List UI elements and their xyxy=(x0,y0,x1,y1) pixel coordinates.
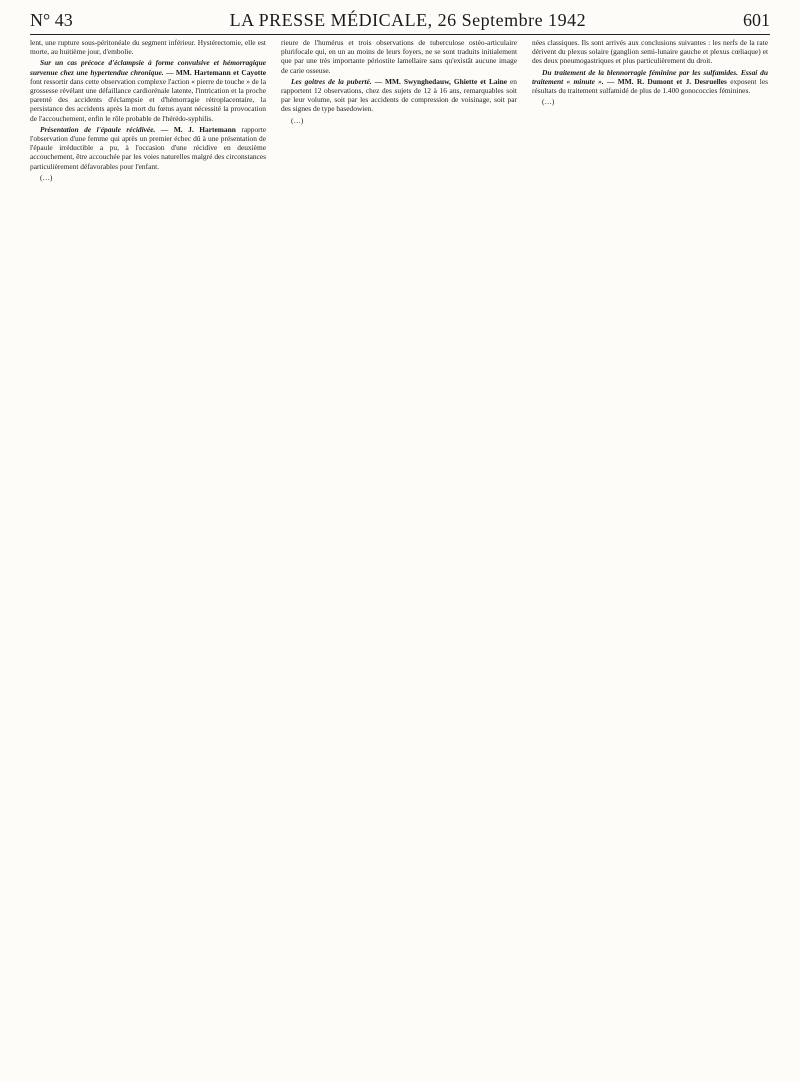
paragraph-title: Du traitement de la blennorragie féminine par les sulfamides. Essai du traitement « minute ». xyxy=(532,67,768,86)
paragraph xyxy=(281,77,517,114)
paragraph: lent, une rupture sous-péritonéale du segment inférieur. Hystérectomie, elle est morte, au huitième jour, d'embolie. xyxy=(30,38,266,57)
paragraph-title: Les goitres de la puberté. xyxy=(291,76,372,86)
paragraph: rieure de l'humérus et trois observations de tuberculose ostéo-articulaire plurifocale qui, en un au moins de leurs foyers, ne se sont traduits initialement que par une très importante périostite lamellaire sans qu'existât aucune image de carie osseuse. xyxy=(281,38,517,75)
paragraph-body: exposent les résultats du traitement sulfamidé de plus de 1.400 gonococcies féminines. xyxy=(532,76,768,96)
author-names: — M. J. Hartemann xyxy=(160,124,236,134)
author-names: — MM. Swynghedauw, Ghiette et Laine xyxy=(374,76,508,86)
paragraph-title: Présentation de l'épaule récidivée. xyxy=(40,124,156,134)
paragraph xyxy=(30,125,266,171)
paragraph-body: en rapportent 12 observations, chez des sujets de 12 à 16 ans, remarquables soit par leur volume, soit par les accidents de compression de voisinage, soit par des signes de type basedowien. xyxy=(281,76,517,114)
author-names: — MM. R. Dumont et J. Desruelles xyxy=(607,76,727,86)
column-3 xyxy=(532,38,768,108)
paragraph-title: Sur un cas précoce d'éclampsie à forme convulsive et hémorragique survenue chez une hypertendue chronique. xyxy=(30,58,266,77)
column-2 xyxy=(281,38,517,127)
paragraph xyxy=(532,68,768,96)
journal-title xyxy=(230,10,587,31)
paragraph: (…) xyxy=(40,172,53,182)
author-names: — MM. Hartemann et Cayotte xyxy=(166,67,266,77)
column-1 xyxy=(30,38,266,184)
issue-date: 26 Septembre 1942 xyxy=(437,9,587,30)
journal-name: LA PRESSE MÉDICALE, xyxy=(229,9,433,30)
paragraph-body: font ressortir dans cette observation complexe l'action « pierre de touche » de la grossesse révélant une défaillance cardiorénale latente, l'intrication et la proche parenté des accidents d'éclampsie et d'hémorragie rétroplacentaire, la persistance des accidents après la mort du fœtus ayant nécessité la provocation de l'accouchement, enfin le rôle probable de l'hérédo-syphilis. xyxy=(30,76,266,123)
paragraph-body: rapporte l'observation d'une femme qui après un premier échec dû à une présentation de l'épaule irréductible a pu, à l'occasion d'une récidive en deuxième accouchement, être accouchée par les voies naturelles malgré des circonstances particulièrement défavorables pour l'enfant. xyxy=(30,124,266,171)
page-number: 601 xyxy=(743,9,770,30)
page-header xyxy=(30,6,770,35)
paragraph: (…) xyxy=(291,115,304,125)
issue-number: N° 43 xyxy=(30,9,73,30)
paragraph: nées classiques. Ils sont arrivés aux conclusions suivantes : les nerfs de la rate dérivent du plexus solaire (ganglion semi-lunaire gauche et plexus cœliaque) et des deux pneumogastriques et plus particulièrement du droit. xyxy=(532,38,768,66)
paragraph xyxy=(30,58,266,122)
paragraph: (…) xyxy=(542,97,555,107)
